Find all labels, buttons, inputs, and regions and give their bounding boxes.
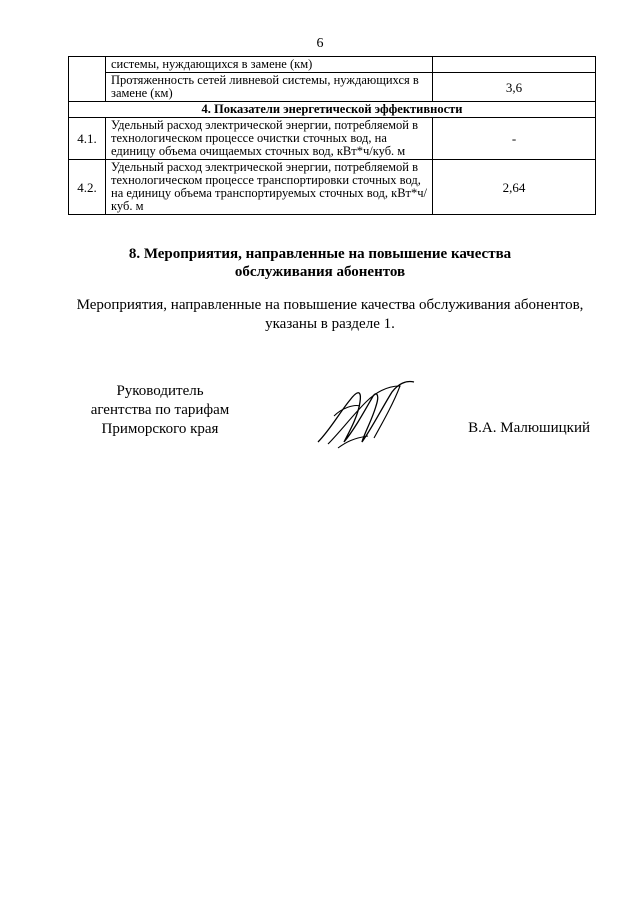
body-paragraph (40, 296, 620, 334)
body-line: Мероприятия, направленные на повышение качества обслуживания абонентов, (76, 297, 584, 313)
row-text: Удельный расход электрической энергии, потребляемой в технологическом процессе очистки сточных вод, на единицу объема очищаемых сточных вод, кВт*ч/куб. м (106, 118, 433, 160)
section-heading-line: обслуживания абонентов (234, 264, 406, 280)
section-heading-line: 8. Мероприятия, направленные на повышение качества (128, 246, 512, 262)
section-header-row (69, 102, 596, 118)
row-value: 2,64 (433, 160, 596, 215)
position-line: Руководитель (116, 383, 204, 399)
signatory-position (60, 382, 260, 439)
body-line: указаны в разделе 1. (265, 316, 395, 332)
table-row (69, 160, 596, 215)
table-row (69, 118, 596, 160)
signatory-name: В.А. Малюшицкий (468, 420, 590, 436)
row-value: - (433, 118, 596, 160)
row-text: Протяженность сетей ливневой системы, нуждающихся в замене (км) (106, 73, 433, 102)
handwritten-signature (310, 372, 420, 457)
row-number (69, 57, 106, 102)
page-number: 6 (316, 36, 324, 51)
position-line: агентства по тарифам (90, 402, 230, 418)
section-title: 4. Показатели энергетической эффективности (69, 102, 596, 118)
table-row (69, 73, 596, 102)
row-text: системы, нуждающихся в замене (км) (106, 57, 433, 73)
position-line: Приморского края (101, 421, 219, 437)
row-number: 4.2. (69, 160, 106, 215)
row-value: 3,6 (433, 73, 596, 102)
table-row (69, 57, 596, 73)
section-heading (0, 245, 640, 281)
indicators-table (68, 56, 596, 215)
row-value (433, 57, 596, 73)
row-number: 4.1. (69, 118, 106, 160)
row-text: Удельный расход электрической энергии, потребляемой в технологическом процессе транспортировки сточных вод, на единицу объема транспортируемых сточных вод, кВт*ч/куб. м (106, 160, 433, 215)
